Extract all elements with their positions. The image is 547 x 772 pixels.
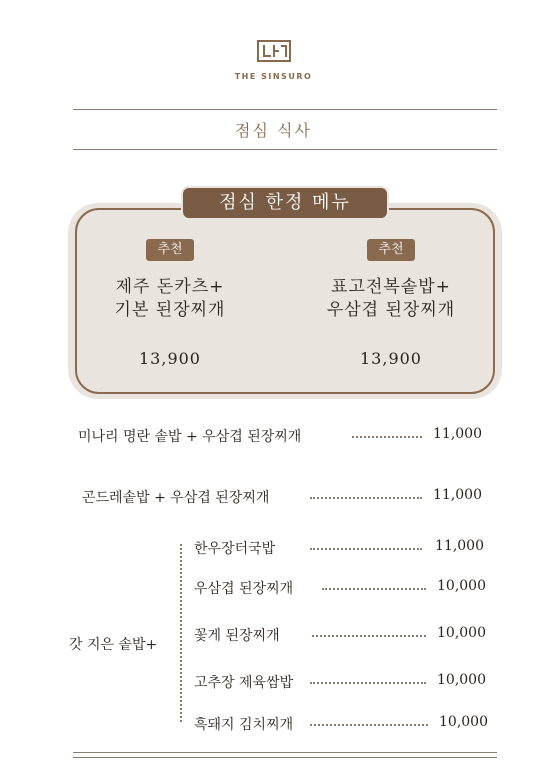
brand-name: THE SINSURO — [234, 72, 313, 81]
featured-title: 점심 한정 메뉴 — [181, 186, 389, 220]
menu-item-price: 11,000 — [433, 426, 482, 442]
featured-item-name — [70, 276, 270, 322]
divider-bottom — [73, 752, 497, 753]
section-title: 점심 식사 — [235, 121, 312, 140]
leader-dots — [310, 548, 422, 550]
combo-item-price: 10,000 — [437, 672, 486, 688]
leader-dots — [310, 682, 426, 684]
combo-item-name: 한우장터국밥 — [194, 541, 276, 557]
sinsuro-logo-icon — [257, 40, 291, 62]
brand-logo — [0, 40, 547, 81]
leader-dots — [322, 588, 426, 590]
menu-item-price: 11,000 — [433, 487, 482, 503]
leader-dots — [310, 497, 422, 499]
combo-item-price: 10,000 — [437, 625, 486, 641]
combo-item-name: 우삼겹 된장찌개 — [194, 581, 294, 597]
featured-item-line: 제주 돈카츠+ — [115, 277, 225, 297]
combo-item-price: 10,000 — [439, 714, 488, 730]
featured-item-price: 13,900 — [360, 349, 422, 368]
combo-item-name: 고추장 제육쌈밥 — [194, 675, 294, 691]
featured-item-line: 우삼겹 된장찌개 — [326, 300, 456, 320]
combo-item-price: 11,000 — [435, 538, 484, 554]
menu-item-name: 곤드레솥밥 + 우삼겹 된장찌개 — [82, 490, 270, 506]
combo-item-name: 흑돼지 김치찌개 — [194, 717, 294, 733]
leader-dots — [312, 635, 426, 637]
featured-item-line: 표고전복솥밥+ — [331, 277, 451, 297]
leader-dots — [310, 724, 428, 726]
combo-bracket — [180, 544, 188, 722]
recommend-badge: 추천 — [146, 239, 194, 261]
featured-item-line: 기본 된장찌개 — [114, 300, 226, 320]
featured-item-name — [291, 276, 491, 322]
recommend-badge: 추천 — [367, 239, 415, 261]
divider-under-title — [73, 149, 497, 150]
combo-label: 갓 지은 솥밥+ — [69, 637, 158, 653]
featured-item-price: 13,900 — [139, 349, 201, 368]
divider-bottom-double — [73, 757, 497, 758]
divider-top — [73, 109, 497, 110]
combo-item-price: 10,000 — [437, 578, 486, 594]
menu-item-name: 미나리 명란 솥밥 + 우삼겹 된장찌개 — [78, 429, 302, 445]
combo-item-name: 꽃게 된장찌개 — [194, 628, 280, 644]
leader-dots — [352, 436, 422, 438]
